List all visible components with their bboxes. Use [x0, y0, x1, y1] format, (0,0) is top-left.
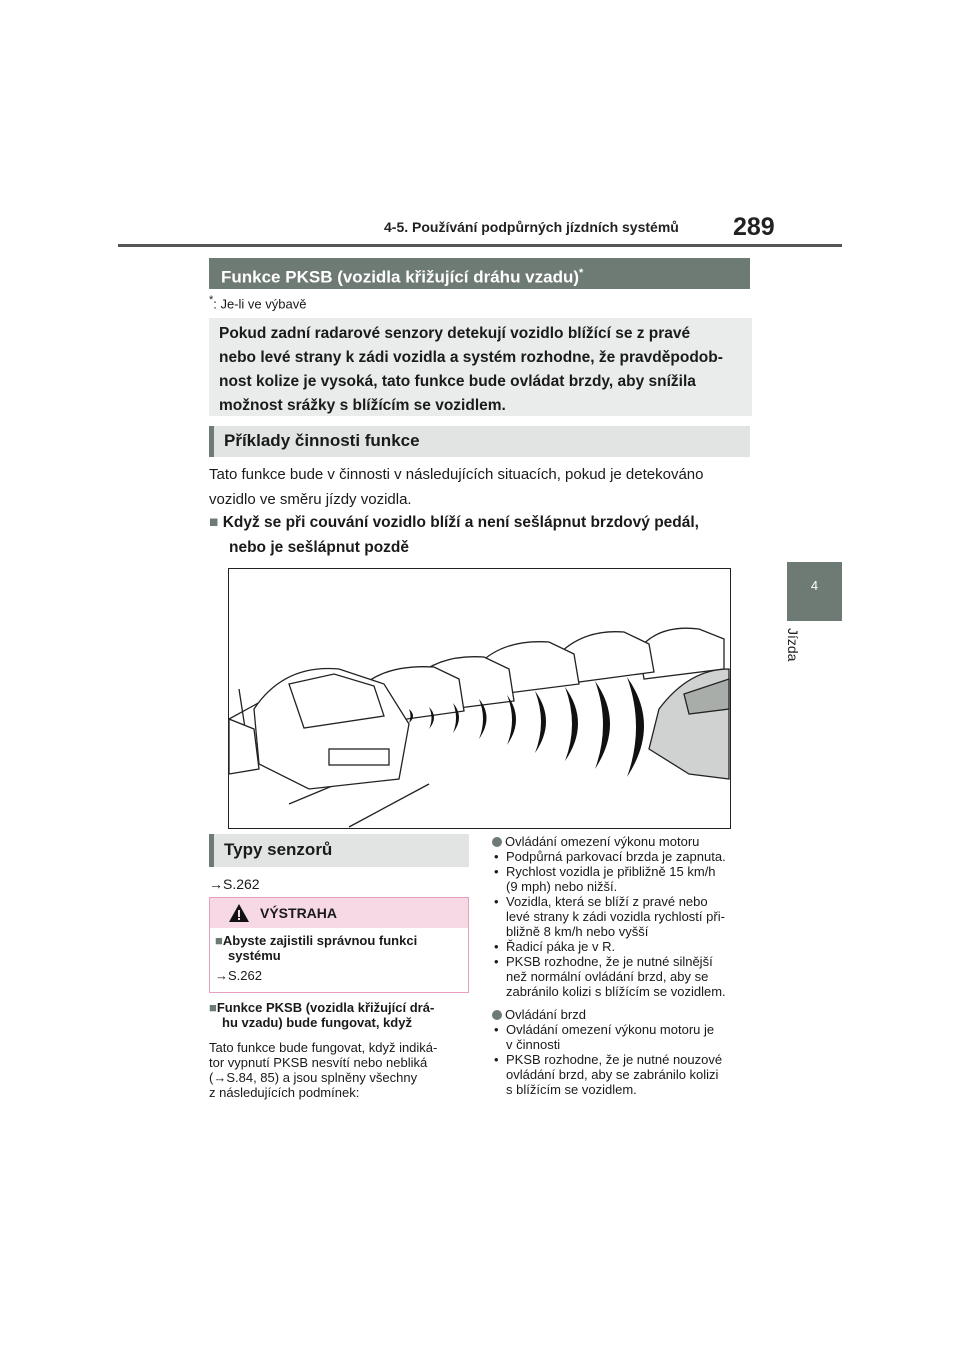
section-title-bar: [209, 258, 750, 289]
circle-bullet-icon: [492, 837, 502, 847]
warning-box: [209, 897, 469, 993]
list-item: • PKSB rozhodne, že je nutné nouzové ovládání brzd, aby se zabránilo kolizi s blížícím se vozidlem.: [492, 1052, 758, 1097]
footnote-mark: *: [579, 267, 584, 279]
warning-triangle-icon: [228, 903, 250, 923]
list-item: • Vozidla, která se blíží z pravé nebo levé strany k zádi vozidla rychlostí při- bližně 8 km/h nebo vyšší: [492, 894, 758, 939]
warning-reference-link[interactable]: →S.262: [215, 968, 262, 983]
conditions-column: [492, 834, 758, 1097]
engine-control-title: Ovládání omezení výkonu motoru: [492, 834, 758, 849]
list-item: • Podpůrná parkovací brzda je zapnuta.: [492, 849, 758, 864]
chapter-number: 4: [810, 578, 819, 593]
section-header-title: 4-5. Používání podpůrných jízdních systémů: [384, 219, 679, 235]
square-bullet-icon: ■: [209, 514, 219, 531]
case-heading: ■ Když se při couvání vozidlo blíží a není sešlápnut brzdový pedál, nebo je sešlápnut pozdě: [209, 514, 699, 556]
page-number: 289: [733, 213, 775, 241]
examples-title-bar: [209, 426, 750, 457]
brake-control-title: Ovládání brzd: [492, 1007, 758, 1022]
warning-title: VÝSTRAHA: [260, 905, 338, 921]
circle-bullet-icon: [492, 1010, 502, 1020]
list-item: • Rychlost vozidla je přibližně 15 km/h (9 mph) nebo nižší.: [492, 864, 758, 894]
sensors-title-bar: [209, 834, 469, 867]
operation-paragraph: Tato funkce bude fungovat, když indiká- tor vypnutí PKSB nesvítí nebo nebliká (→S.84, 85) a jsou splněny všechny z následujících podmínek:: [209, 1040, 438, 1100]
footnote: *: Je-li ve výbavě: [209, 294, 307, 312]
intro-box: Pokud zadní radarové senzory detekují vozidlo blížící se z pravé nebo levé strany k zádi vozidla a systém rozhodne, že pravděpodob- nost kolize je vysoká, tato funkce bude ovládat brzdy, aby snížila možnost srážky s blížícím se vozidlem.: [209, 318, 752, 416]
brake-conditions-list: [492, 1022, 758, 1097]
pksb-illustration: [228, 568, 731, 829]
sensors-reference-link[interactable]: →S.262: [209, 876, 260, 892]
operation-heading: ■Funkce PKSB (vozidla křižující drá- hu vzadu) bude fungovat, když: [209, 1000, 435, 1030]
warning-header: [210, 898, 468, 928]
sensors-title: Typy senzorů: [224, 840, 333, 859]
section-title: Funkce PKSB (vozidla křižující dráhu vzadu): [221, 267, 580, 287]
warning-heading: ■Abyste zajistili správnou funkci systému: [215, 933, 418, 963]
header-rule: [118, 244, 842, 247]
examples-paragraph: Tato funkce bude v činnosti v následujících situacích, pokud je detekováno vozidlo ve směru jízdy vozidla.: [209, 466, 704, 508]
chapter-label: Jízda: [785, 628, 801, 662]
engine-conditions-list: [492, 849, 758, 999]
list-item: • PKSB rozhodne, že je nutné silnější než normální ovládání brzd, aby se zabránilo kolizi s blížícím se vozidlem.: [492, 954, 758, 999]
list-item: • Řadicí páka je v R.: [492, 939, 758, 954]
list-item: • Ovládání omezení výkonu motoru je v činnosti: [492, 1022, 758, 1052]
parking-scene-icon: [229, 569, 730, 828]
examples-title: Příklady činnosti funkce: [224, 431, 420, 450]
